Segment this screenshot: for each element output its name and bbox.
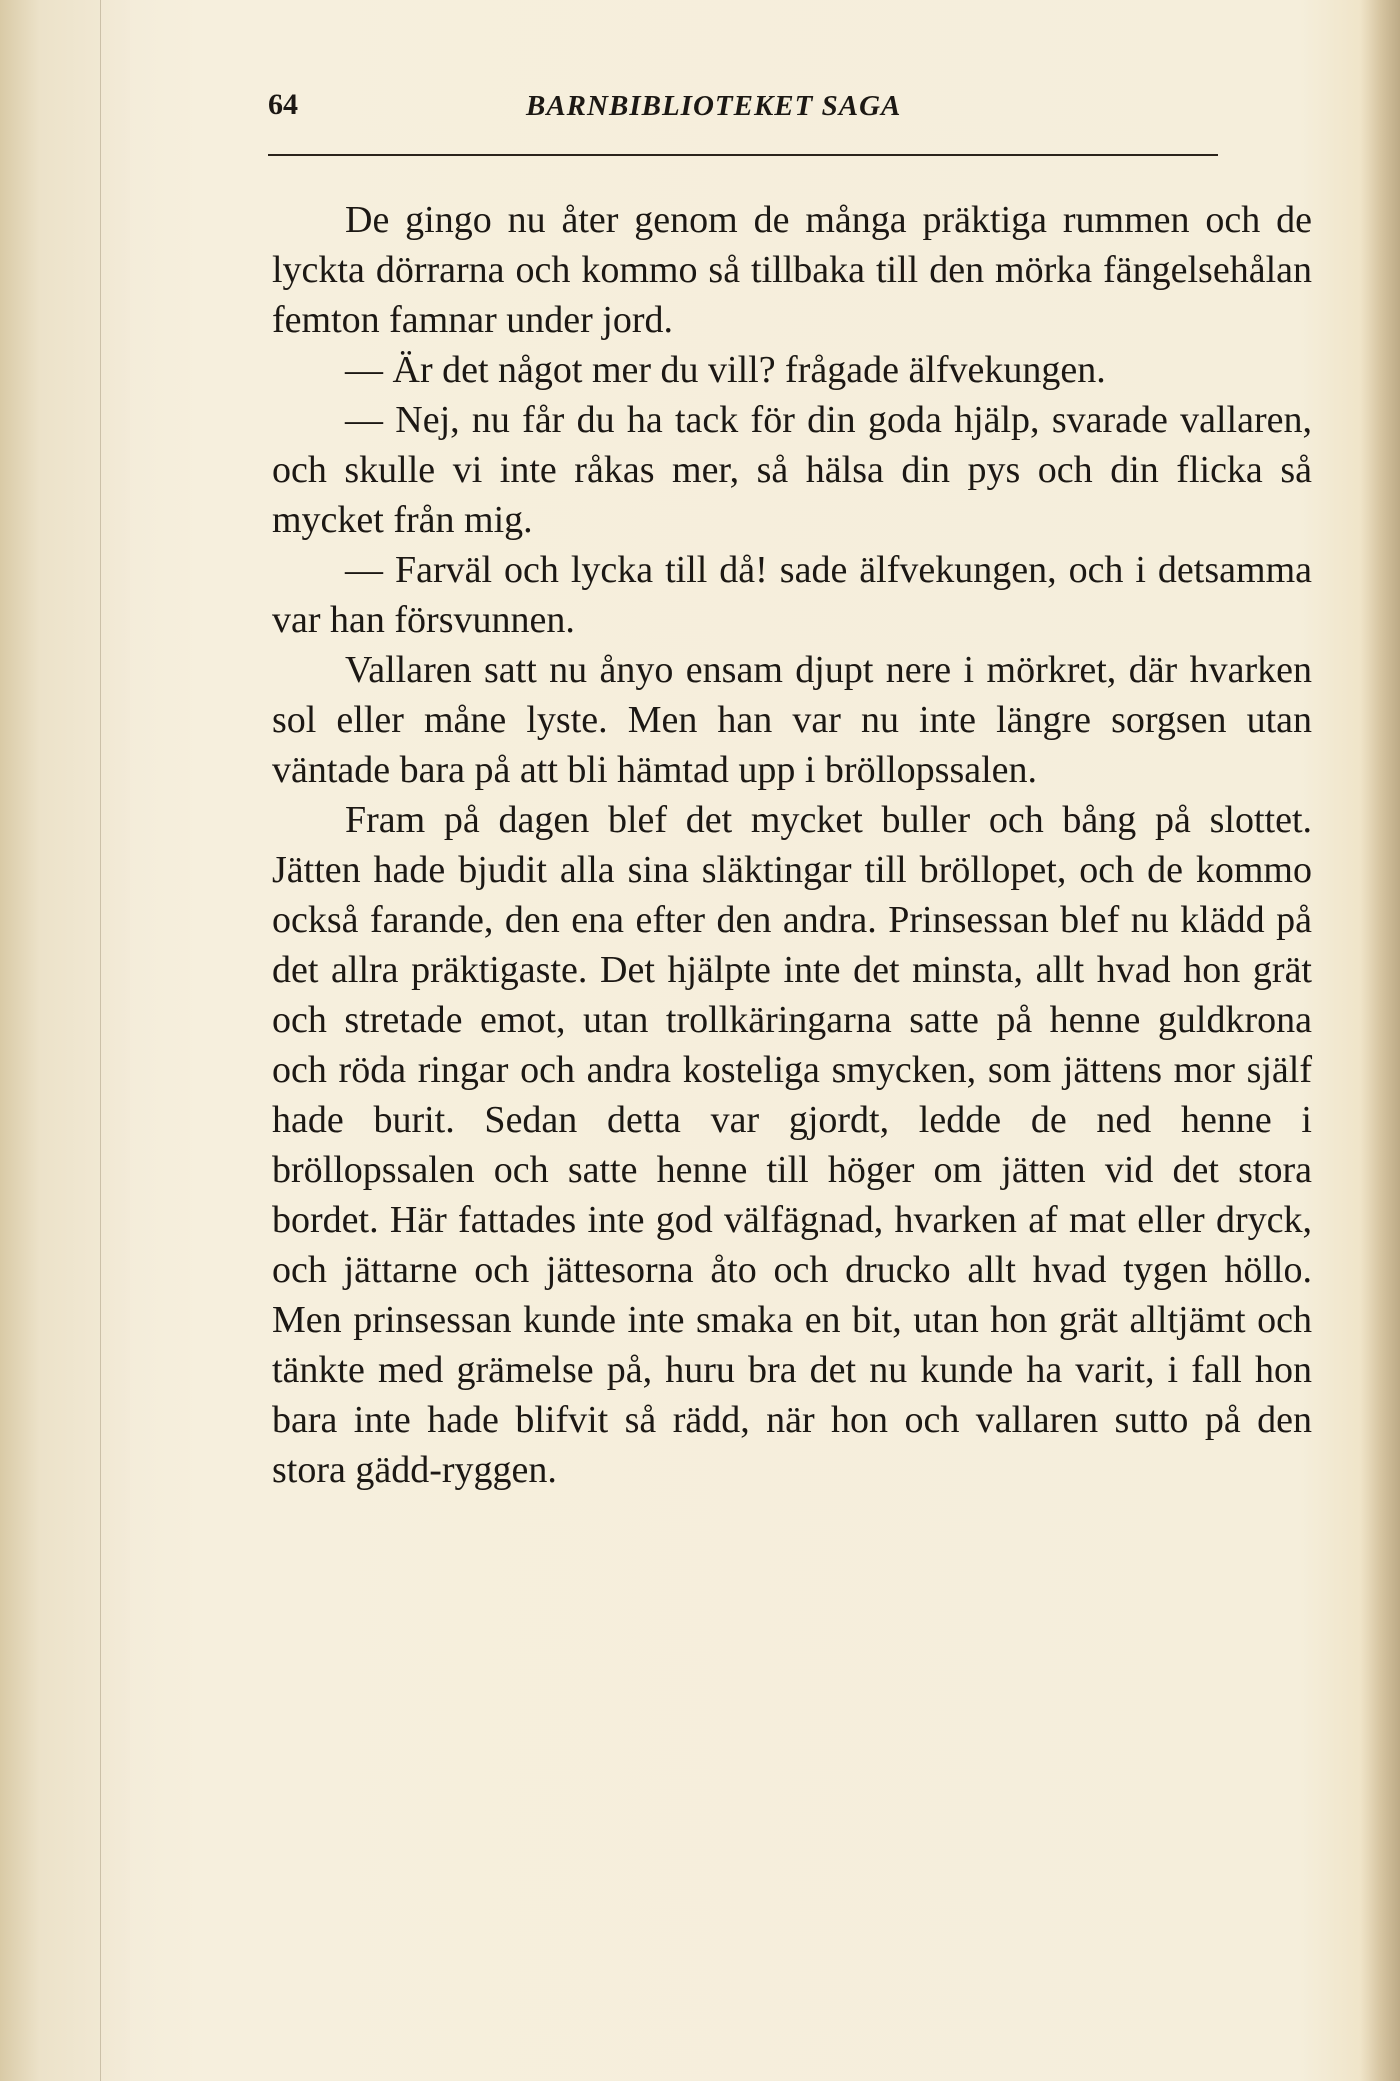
paragraph: — Nej, nu får du ha tack för din goda hjälp, svarade vallaren, och skulle vi inte råkas mer, så hälsa din pys och din flicka så mycket från mig.	[272, 399, 1312, 541]
paragraph: — Farväl och lycka till då! sade älfvekungen, och i detsamma var han försvunnen.	[272, 549, 1312, 641]
page-gutter	[0, 0, 130, 2081]
running-title: BARNBIBLIOTEKET SAGA	[526, 90, 902, 122]
page-edge-shadow	[1360, 0, 1400, 2081]
header-rule	[268, 154, 1218, 156]
page-header	[268, 88, 1220, 128]
page-number: 64	[268, 88, 298, 121]
paragraph: Fram på dagen blef det mycket buller och bång på slottet. Jätten hade bjudit alla sina släktingar till bröllopet, och de kommo också farande, den ena efter den andra. Prinsessan blef nu klädd på det allra präktigaste. Det hjälpte inte det minsta, allt hvad hon grät och stretade emot, utan trollkäringarna satte på henne guldkrona och röda ringar och andra kosteliga smycken, som jättens mor själf hade burit. Sedan detta var gjordt, ledde de ned henne i bröllopssalen och satte henne till höger om jätten vid det stora bordet. Här fattades inte god välfägnad, hvarken af mat eller dryck, och jättarne och jättesorna åto och drucko allt hvad tygen höllo. Men prinsessan kunde inte smaka en bit, utan hon grät alltjämt och tänkte med grämelse på, huru bra det nu kunde ha varit, i fall hon bara inte hade blifvit så rädd, när hon och vallaren sutto på den stora gädd-ryggen.	[272, 799, 1312, 1491]
paragraph: — Är det något mer du vill? frågade älfvekungen.	[345, 349, 1106, 391]
paragraph: De gingo nu åter genom de många präktiga rummen och de lyckta dörrarna och kommo så tillbaka till den mörka fängelsehålan femton famnar under jord.	[272, 199, 1312, 341]
body-text	[272, 195, 1312, 1495]
paragraph: Vallaren satt nu ånyo ensam djupt nere i mörkret, där hvarken sol eller måne lyste. Men han var nu inte längre sorgsen utan väntade bara på att bli hämtad upp i bröllopssalen.	[272, 649, 1312, 791]
